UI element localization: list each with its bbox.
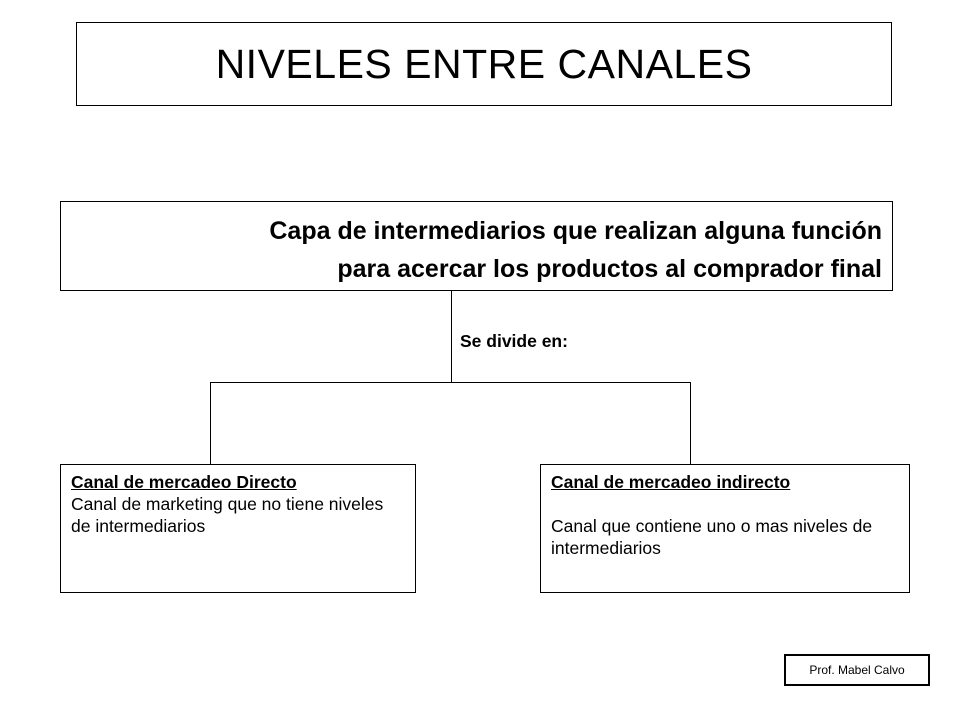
connector-label: Se divide en: [460,331,568,351]
direct-channel-description: Canal de marketing que no tiene niveles de intermediarios [71,494,384,536]
page-title: NIVELES ENTRE CANALES [215,40,753,87]
indirect-channel-box [540,464,910,593]
indirect-channel-description: Canal que contiene uno o mas niveles de intermediarios [551,516,873,558]
main-concept-line-2: para acercar los productos al comprador final [337,255,882,283]
connector-vertical-right [690,382,691,464]
main-concept-box [60,201,893,291]
author-credit: Prof. Mabel Calvo [809,663,905,677]
direct-channel-title: Canal de mercadeo Directo [71,472,297,492]
connector-vertical-left [210,382,211,464]
connector-vertical-main [451,291,452,383]
direct-channel-box [60,464,416,593]
indirect-channel-spacer [551,493,899,515]
author-credit-box [784,654,930,686]
connector-horizontal [210,382,691,383]
title-box [76,22,892,106]
main-concept-line-1: Capa de intermediarios que realizan alguna función [269,217,882,245]
indirect-channel-title: Canal de mercadeo indirecto [551,472,791,492]
